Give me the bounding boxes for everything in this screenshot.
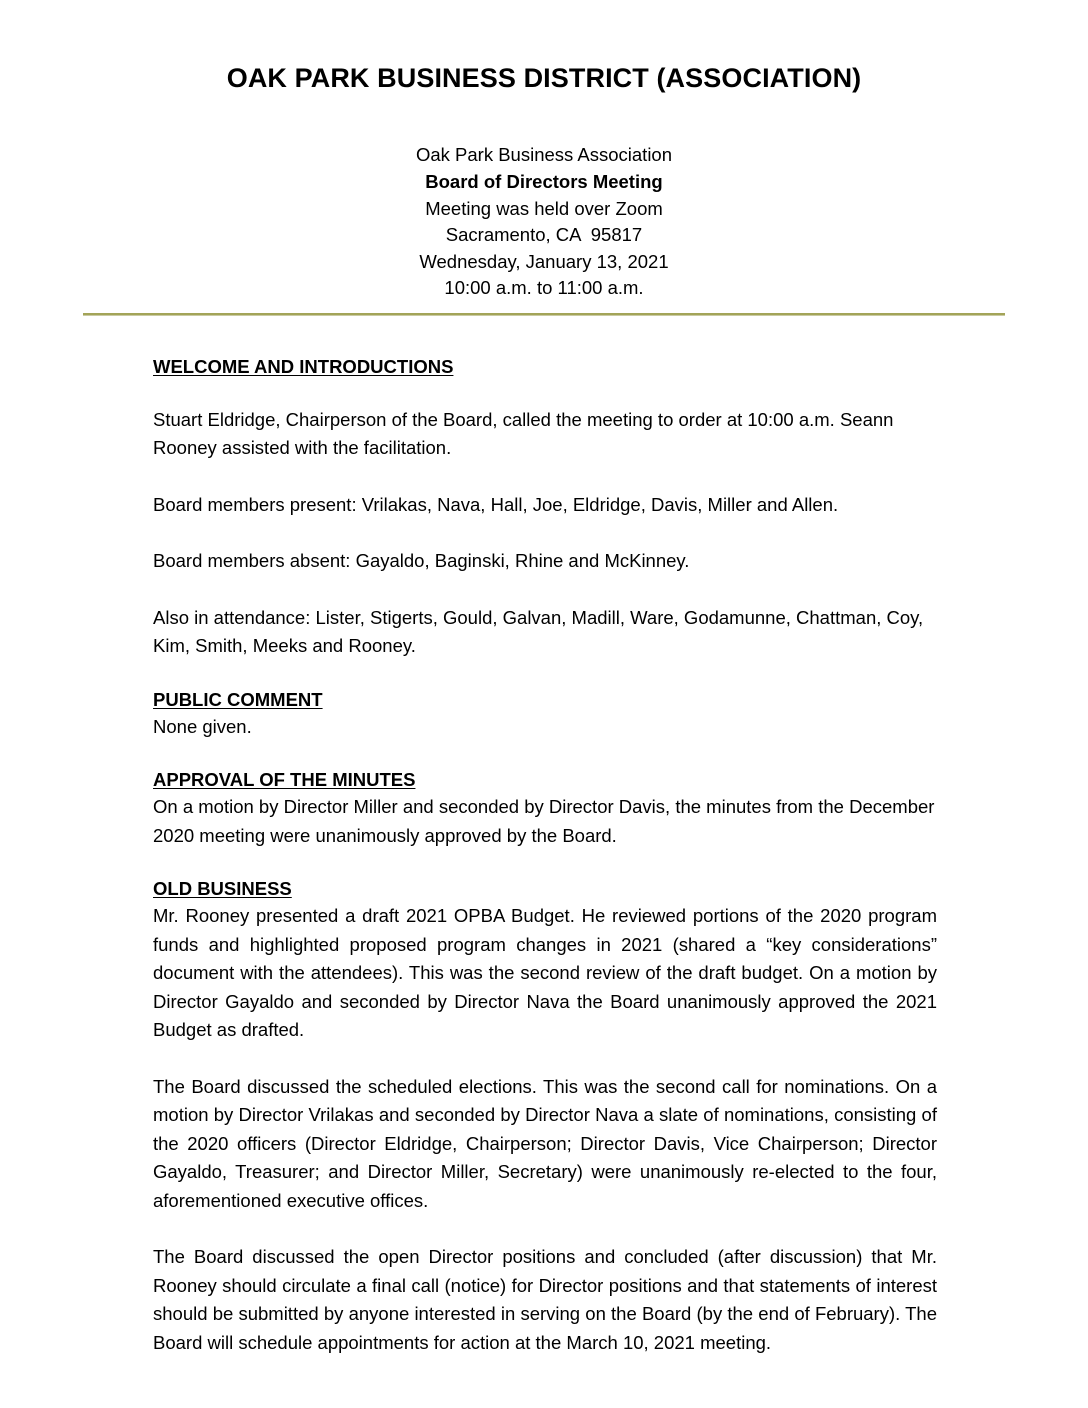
header-city-state-zip: Sacramento, CA 95817	[445, 224, 643, 246]
header-time: 10:00 a.m. to 11:00 a.m.	[444, 277, 644, 299]
section-heading-approval-of-minutes	[153, 767, 937, 793]
section-heading-old-business-text: OLD BUSINESS	[153, 878, 292, 900]
old-business-paragraph-3: The Board discussed the open Director positions and concluded (after discussion) that Mr. Rooney should circulate a final call (notice) for Director positions and that statements of interest should be submitted by anyone interested in serving on the Board (by the end of February). The Board will schedule appointments for action at the March 10, 2021 meeting.	[153, 1246, 937, 1353]
welcome-paragraph-4: Also in attendance: Lister, Stigerts, Gould, Galvan, Madill, Ware, Godamunne, Chattman, Coy, Kim, Smith, Meeks and Rooney.	[153, 606, 924, 657]
public-comment-paragraph-1: None given.	[153, 715, 252, 737]
section-heading-public-comment	[153, 687, 937, 713]
approval-of-minutes-paragraph-1: On a motion by Director Miller and seconded by Director Davis, the minutes from the December 2020 meeting were unanimously approved by the Board.	[153, 796, 935, 846]
header-date: Wednesday, January 13, 2021	[419, 250, 669, 272]
section-heading-welcome	[153, 354, 937, 380]
welcome-paragraph-2: Board members present: Vrilakas, Nava, Hall, Joe, Eldridge, Davis, Miller and Allen.	[153, 493, 839, 515]
section-heading-old-business	[153, 876, 937, 902]
welcome-paragraph-3: Board members absent: Gayaldo, Baginski, Rhine and McKinney.	[153, 550, 690, 572]
section-heading-approval-of-minutes-text: APPROVAL OF THE MINUTES	[153, 769, 416, 791]
meeting-header-block	[194, 94, 894, 302]
old-business-paragraph-2: The Board discussed the scheduled elections. This was the second call for nominations. On a motion by Director Vrilakas and seconded by Director Nava a slate of nominations, consisting of the 2020 officers (Director Eldridge, Chairperson; Director Davis, Vice Chairperson; Director Gayaldo, Treasurer; and Director Miller, Secretary) were unanimously re-elected to the four, aforementioned executive offices.	[153, 1075, 937, 1211]
welcome-paragraph-1: Stuart Eldridge, Chairperson of the Board, called the meeting to order at 10:00 a.m. Seann Rooney assisted with the facilitation.	[153, 408, 894, 459]
old-business-paragraph-1: Mr. Rooney presented a draft 2021 OPBA Budget. He reviewed portions of the 2020 program funds and highlighted proposed program changes in 2021 (shared a “key considerations” document with the attendees). This was the second review of the draft budget. On a motion by Director Gayaldo and seconded by Director Nava the Board unanimously approved the 2021 Budget as drafted.	[153, 905, 937, 1041]
header-meeting-type: Board of Directors Meeting	[425, 170, 663, 192]
section-heading-public-comment-text: PUBLIC COMMENT	[153, 688, 323, 710]
document-body	[0, 316, 1088, 1358]
header-location-note: Meeting was held over Zoom	[425, 197, 663, 219]
page-title: OAK PARK BUSINESS DISTRICT (ASSOCIATION)	[226, 63, 862, 93]
section-heading-welcome-text: WELCOME AND INTRODUCTIONS	[153, 355, 454, 377]
header-organization: Oak Park Business Association	[415, 144, 673, 166]
